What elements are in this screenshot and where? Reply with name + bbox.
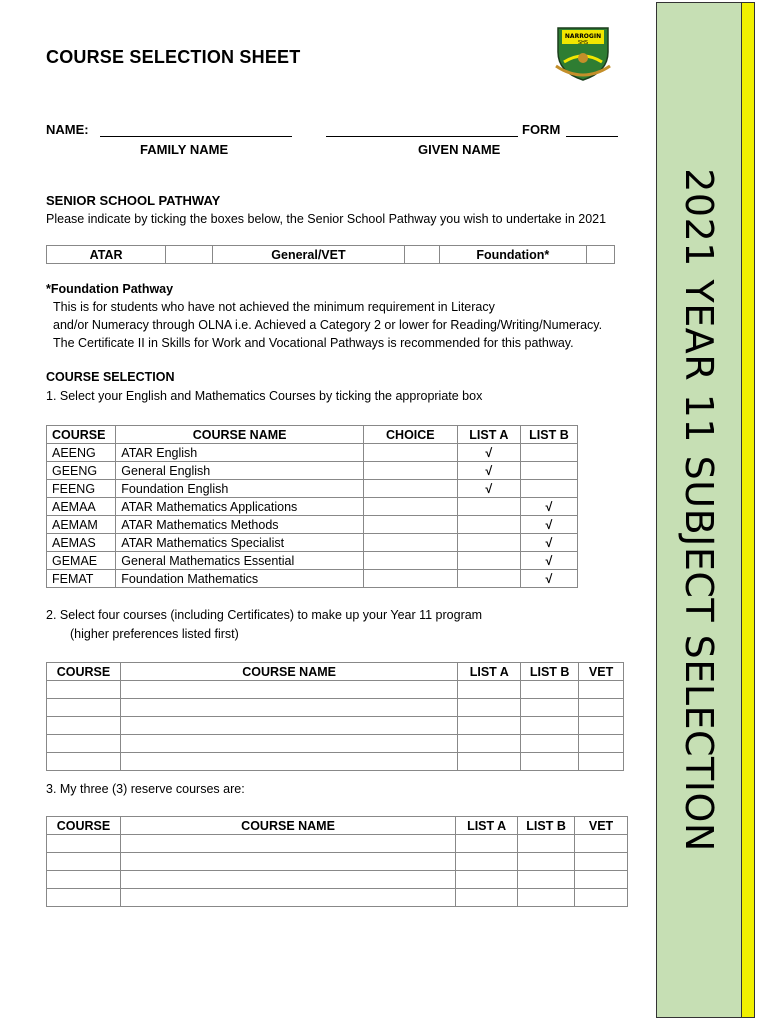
course-cell[interactable] [47,871,121,889]
english-maths-table [46,425,578,588]
list-a-cell[interactable] [458,735,521,753]
page-title: COURSE SELECTION SHEET [46,47,301,67]
pathway-checkbox-general[interactable] [404,246,439,264]
table-row [47,853,628,871]
list-a-tick [457,534,520,552]
col-list-b: LIST B [520,426,577,444]
list-b-tick [520,462,577,480]
step2-instruction: 2. Select four courses (including Certificates) to make up your Year 11 program [46,608,483,622]
list-b-tick: √ [520,552,577,570]
course-code: GEMAE [47,552,116,570]
course-name: Foundation English [116,480,364,498]
pathway-option-atar: ATAR [47,246,166,264]
col-vet: VET [575,817,628,835]
program-courses-table [46,662,624,771]
course-cell[interactable] [47,853,121,871]
list-b-cell[interactable] [521,753,579,771]
course-name: ATAR Mathematics Applications [116,498,364,516]
course-name: ATAR Mathematics Methods [116,516,364,534]
table-header-row [47,817,628,835]
course-name-cell[interactable] [120,835,455,853]
list-a-cell[interactable] [458,681,521,699]
vertical-title-text: 2021 YEAR 11 SUBJECT SELECTION [677,168,721,852]
course-name-cell[interactable] [120,753,457,771]
col-course: COURSE [47,426,116,444]
vet-cell[interactable] [579,681,624,699]
course-name-cell[interactable] [120,889,455,907]
list-b-cell[interactable] [521,735,579,753]
list-a-tick [457,552,520,570]
choice-cell[interactable] [363,444,457,462]
list-b-tick: √ [520,516,577,534]
course-name-cell[interactable] [120,699,457,717]
list-a-tick [457,516,520,534]
list-b-cell[interactable] [518,889,575,907]
table-row [47,534,578,552]
col-list-b: LIST B [518,817,575,835]
course-cell[interactable] [47,889,121,907]
course-code: FEENG [47,480,116,498]
list-a-cell[interactable] [456,853,518,871]
given-name-field[interactable] [326,136,518,137]
course-cell[interactable] [47,735,121,753]
course-name: ATAR English [116,444,364,462]
foundation-note-line: The Certificate II in Skills for Work and Vocational Pathways is recommended for this pathway. [53,336,574,350]
svg-text:NARROGIN: NARROGIN [564,33,602,40]
list-a-tick [457,570,520,588]
course-name-cell[interactable] [120,681,457,699]
col-list-a: LIST A [456,817,518,835]
given-name-caption: GIVEN NAME [418,142,501,157]
course-name: General English [116,462,364,480]
pathway-heading: SENIOR SCHOOL PATHWAY [46,193,221,208]
vet-cell[interactable] [575,853,628,871]
step1-instruction: 1. Select your English and Mathematics Courses by ticking the appropriate box [46,389,483,403]
list-b-cell[interactable] [521,699,579,717]
col-course-name: COURSE NAME [120,817,455,835]
list-b-tick: √ [520,534,577,552]
vet-cell[interactable] [579,753,624,771]
table-row [47,753,624,771]
table-row [47,570,578,588]
list-a-tick: √ [457,480,520,498]
table-row [47,681,624,699]
school-crest-logo [552,22,614,82]
course-cell[interactable] [47,835,121,853]
table-row [47,552,578,570]
table-row [47,444,578,462]
course-cell[interactable] [47,681,121,699]
course-name-cell[interactable] [120,853,455,871]
list-a-tick [457,498,520,516]
table-row [47,835,628,853]
table-row [47,462,578,480]
table-row [47,480,578,498]
col-vet: VET [579,663,624,681]
list-b-cell[interactable] [518,835,575,853]
list-b-cell[interactable] [518,853,575,871]
list-b-cell[interactable] [518,871,575,889]
vet-cell[interactable] [575,889,628,907]
choice-cell[interactable] [363,480,457,498]
course-cell[interactable] [47,753,121,771]
col-list-b: LIST B [521,663,579,681]
list-a-cell[interactable] [458,699,521,717]
vet-cell[interactable] [575,835,628,853]
name-label: NAME: [46,122,89,137]
course-code: AEMAA [47,498,116,516]
list-a-cell[interactable] [458,717,521,735]
choice-cell[interactable] [363,534,457,552]
choice-cell[interactable] [363,570,457,588]
choice-cell[interactable] [363,516,457,534]
course-name-cell[interactable] [120,735,457,753]
table-row [47,735,624,753]
col-course: COURSE [47,817,121,835]
col-choice: CHOICE [363,426,457,444]
course-name-cell[interactable] [120,871,455,889]
family-name-field[interactable] [100,136,292,137]
col-course-name: COURSE NAME [120,663,457,681]
course-code: GEENG [47,462,116,480]
list-b-tick: √ [520,570,577,588]
foundation-note-line: and/or Numeracy through OLNA i.e. Achieved a Category 2 or lower for Reading/Writing/Numeracy. [53,318,603,332]
step3-instruction: 3. My three (3) reserve courses are: [46,782,245,796]
course-cell[interactable] [47,717,121,735]
list-a-cell[interactable] [456,871,518,889]
table-header-row [47,663,624,681]
list-a-tick: √ [457,462,520,480]
course-code: AEMAM [47,516,116,534]
reserve-courses-table [46,816,628,907]
table-row [47,516,578,534]
banner-accent-strip [742,2,755,1018]
table-row [47,889,628,907]
course-name-cell[interactable] [120,717,457,735]
course-code: AEENG [47,444,116,462]
col-list-a: LIST A [458,663,521,681]
pathway-table [46,245,615,264]
form-field[interactable] [566,136,618,137]
pathway-instruction: Please indicate by ticking the boxes below, the Senior School Pathway you wish to undertake in 2021 [46,212,607,226]
svg-text:SHS: SHS [577,40,589,46]
course-selection-heading: COURSE SELECTION [46,370,175,384]
choice-cell[interactable] [363,498,457,516]
table-row [47,498,578,516]
pathway-checkbox-atar[interactable] [166,246,213,264]
list-a-cell[interactable] [458,753,521,771]
list-b-tick: √ [520,498,577,516]
table-header-row [47,426,578,444]
foundation-note-heading: *Foundation Pathway [46,282,174,296]
course-name: ATAR Mathematics Specialist [116,534,364,552]
vet-cell[interactable] [579,699,624,717]
course-name: General Mathematics Essential [116,552,364,570]
course-cell[interactable] [47,699,121,717]
foundation-note-line: This is for students who have not achieved the minimum requirement in Literacy [53,300,495,314]
form-label: FORM [522,122,561,137]
list-b-cell[interactable] [521,717,579,735]
list-b-cell[interactable] [521,681,579,699]
step2-instruction-note: (higher preferences listed first) [70,627,239,641]
list-b-tick [520,480,577,498]
table-row [47,871,628,889]
course-code: FEMAT [47,570,116,588]
vet-cell[interactable] [579,735,624,753]
vet-cell[interactable] [579,717,624,735]
col-list-a: LIST A [457,426,520,444]
pathway-option-foundation: Foundation* [439,246,586,264]
list-a-tick: √ [457,444,520,462]
col-course: COURSE [47,663,121,681]
course-name: Foundation Mathematics [116,570,364,588]
table-row [47,717,624,735]
col-course-name: COURSE NAME [116,426,364,444]
choice-cell[interactable] [363,462,457,480]
list-a-cell[interactable] [456,889,518,907]
pathway-option-general: General/VET [213,246,404,264]
pathway-checkbox-foundation[interactable] [586,246,614,264]
vet-cell[interactable] [575,871,628,889]
family-name-caption: FAMILY NAME [140,142,229,157]
list-b-tick [520,444,577,462]
list-a-cell[interactable] [456,835,518,853]
course-code: AEMAS [47,534,116,552]
table-row [47,699,624,717]
choice-cell[interactable] [363,552,457,570]
